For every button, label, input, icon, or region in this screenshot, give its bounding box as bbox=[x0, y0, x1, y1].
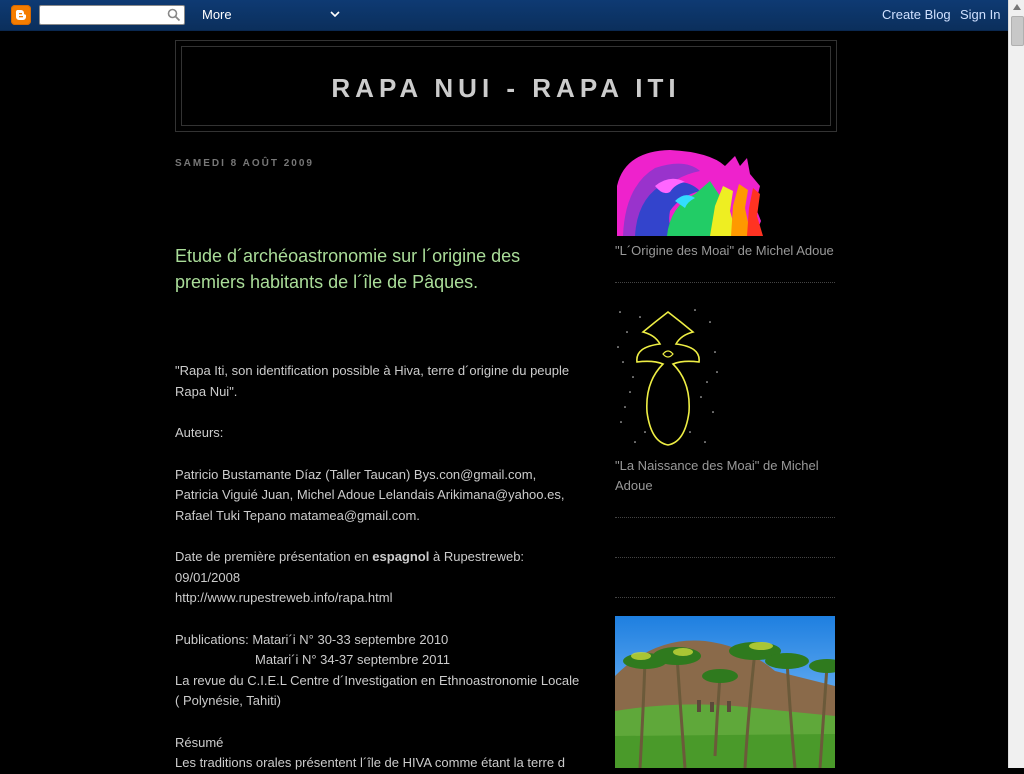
authors-line-2: Patricia Viguié Juan, Michel Adoue Lelandais Arikimana@yahoo.es, bbox=[175, 487, 565, 502]
chevron-down-icon[interactable] bbox=[329, 9, 341, 19]
post-quote: "Rapa Iti, son identification possible à Hiva, terre d´origine du peuple Rapa Nui". bbox=[175, 363, 570, 399]
more-menu[interactable]: More bbox=[202, 7, 232, 22]
blog-header-inner bbox=[181, 46, 831, 126]
post-body bbox=[175, 361, 585, 774]
origine-des-moai-image[interactable] bbox=[615, 146, 765, 236]
scroll-up-arrow-icon[interactable] bbox=[1013, 4, 1021, 10]
page-scrollbar[interactable] bbox=[1008, 0, 1024, 768]
sidebar-divider bbox=[615, 517, 835, 518]
presentation-date: 09/01/2008 bbox=[175, 569, 241, 585]
presentation-bold: espagnol bbox=[372, 549, 430, 564]
sign-in-link[interactable]: Sign In bbox=[960, 7, 1001, 22]
resume-start: Les traditions orales présentent l´île de HIVA comme étant la terre d bbox=[175, 755, 565, 770]
post-title: Etude d´archéoastronomie sur l´origine des premiers habitants de l´île de Pâques. bbox=[175, 246, 521, 292]
sidebar-caption-1: "L´Origine des Moai" de Michel Adoue bbox=[615, 243, 834, 258]
authors-line-3: Rafael Tuki Tepano matamea@gmail.com. bbox=[175, 507, 420, 523]
authors-line-1: Patricio Bustamante Díaz (Taller Taucan) Bys.con@gmail.com, bbox=[175, 466, 537, 482]
search-icon[interactable] bbox=[167, 8, 181, 22]
palm-trees-photo[interactable] bbox=[615, 616, 835, 768]
search-field bbox=[39, 5, 185, 25]
search-input[interactable] bbox=[40, 6, 168, 24]
naissance-des-moai-image[interactable] bbox=[615, 302, 721, 452]
resume-label: Résumé bbox=[175, 734, 224, 750]
scroll-thumb[interactable] bbox=[1011, 16, 1024, 46]
presentation-url: http://www.rupestreweb.info/rapa.html bbox=[175, 590, 393, 605]
publications-2: Matari´i N° 34-37 septembre 2011 bbox=[255, 652, 450, 667]
sidebar-divider bbox=[615, 282, 835, 283]
sidebar-divider bbox=[615, 557, 835, 558]
blogger-navbar bbox=[0, 0, 1008, 31]
sidebar-divider bbox=[615, 597, 835, 598]
blog-title[interactable]: RAPA NUI - RAPA ITI bbox=[331, 73, 681, 103]
presentation-suffix: à Rupestreweb: bbox=[429, 549, 525, 564]
sidebar-caption-2: "La Naissance des Moai" de Michel Adoue bbox=[615, 458, 819, 493]
create-blog-link[interactable]: Create Blog bbox=[882, 7, 951, 22]
post-date: SAMEDI 8 AOÛT 2009 bbox=[175, 158, 314, 169]
blogger-logo-icon[interactable] bbox=[11, 5, 31, 25]
blog-header bbox=[175, 40, 837, 132]
revue-line: La revue du C.I.E.L Centre d´Investigation en Ethnoastronomie Locale ( Polynésie, Tahiti) bbox=[175, 672, 580, 708]
presentation-prefix: Date de première présentation en bbox=[175, 549, 373, 564]
publications-1: Publications: Matari´i N° 30-33 septembre 2010 bbox=[175, 631, 449, 647]
presentation-line bbox=[175, 547, 585, 568]
authors-label: Auteurs: bbox=[175, 425, 224, 440]
